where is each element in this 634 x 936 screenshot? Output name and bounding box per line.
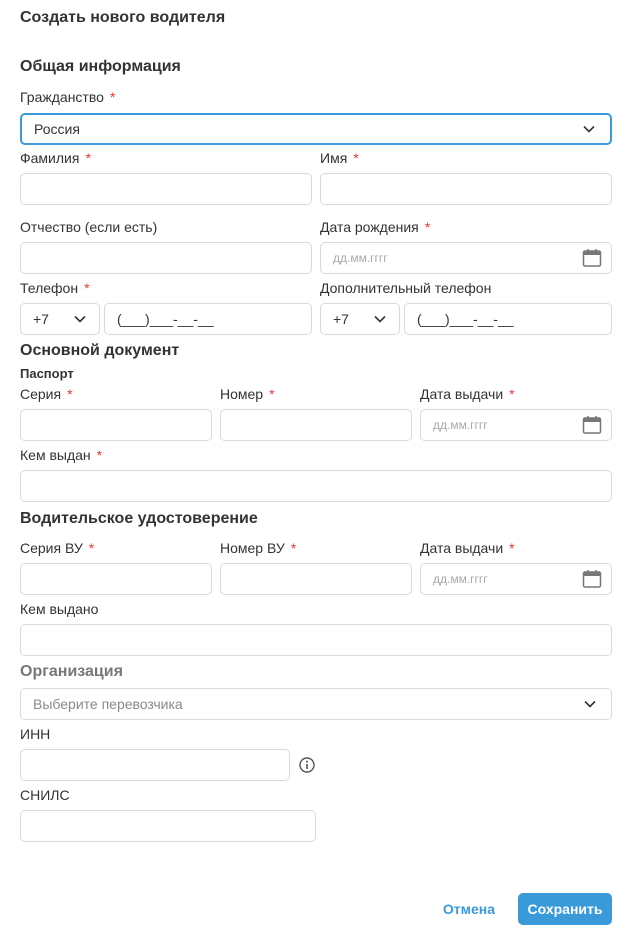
first-name-input[interactable] [320, 173, 612, 205]
license-issued-by-label: Кем выдано [20, 601, 99, 617]
phone-label: Телефон * [20, 280, 90, 296]
passport-series-input[interactable] [20, 409, 212, 441]
phone-code-select[interactable] [20, 303, 100, 335]
middle-name-label: Отчество (если есть) [20, 219, 158, 235]
calendar-icon[interactable] [582, 248, 602, 268]
citizenship-select[interactable] [20, 113, 612, 145]
middle-name-input[interactable] [20, 242, 312, 274]
phone-mask: (___)___-__-__ [117, 311, 214, 327]
cancel-button[interactable]: Отмена [434, 893, 504, 925]
extra-phone-mask: (___)___-__-__ [417, 311, 514, 327]
calendar-icon[interactable] [582, 415, 602, 435]
citizenship-label: Гражданство * [20, 89, 116, 105]
inn-label: ИНН [20, 726, 51, 742]
extra-phone-code-value: +7 [333, 311, 349, 327]
snils-input[interactable] [20, 810, 316, 842]
calendar-icon[interactable] [582, 569, 602, 589]
save-button[interactable]: Сохранить [518, 893, 612, 925]
section-general-heading: Общая информация [20, 58, 181, 75]
passport-number-input[interactable] [220, 409, 412, 441]
phone-code-value: +7 [33, 311, 49, 327]
license-issue-date-placeholder: дд.мм.гггг [433, 572, 488, 586]
page-title: Создать нового водителя [20, 9, 226, 26]
last-name-input[interactable] [20, 173, 312, 205]
passport-issue-date-placeholder: дд.мм.гггг [433, 418, 488, 432]
license-series-label: Серия ВУ * [20, 540, 95, 556]
section-license-heading: Водительское удостоверение [20, 510, 258, 527]
passport-series-label: Серия * [20, 386, 73, 402]
passport-issued-by-input[interactable] [20, 470, 612, 502]
license-issue-date-input[interactable] [420, 563, 612, 595]
extra-phone-label: Дополнительный телефон [320, 280, 492, 296]
section-main-doc-heading: Основной документ [20, 342, 180, 359]
birth-date-label: Дата рождения * [320, 219, 431, 235]
extra-phone-code-select[interactable] [320, 303, 400, 335]
passport-issue-date-label: Дата выдачи * [420, 386, 515, 402]
license-number-input[interactable] [220, 563, 412, 595]
passport-issue-date-input[interactable] [420, 409, 612, 441]
chevron-down-icon [373, 312, 387, 326]
chevron-down-icon [582, 122, 596, 136]
license-issued-by-input[interactable] [20, 624, 612, 656]
chevron-down-icon [583, 697, 597, 711]
phone-input[interactable] [104, 303, 312, 335]
info-icon[interactable] [298, 756, 316, 774]
passport-number-label: Номер * [220, 386, 275, 402]
snils-label: СНИЛС [20, 787, 70, 803]
birth-date-input[interactable] [320, 242, 612, 274]
license-issue-date-label: Дата выдачи * [420, 540, 515, 556]
license-series-input[interactable] [20, 563, 212, 595]
license-number-label: Номер ВУ * [220, 540, 297, 556]
last-name-label: Фамилия * [20, 150, 91, 166]
doc-type-label: Паспорт [20, 366, 74, 381]
birth-date-placeholder: дд.мм.гггг [333, 251, 388, 265]
extra-phone-input[interactable] [404, 303, 612, 335]
chevron-down-icon [73, 312, 87, 326]
passport-issued-by-label: Кем выдан * [20, 447, 103, 463]
inn-input[interactable] [20, 749, 290, 781]
section-organization-heading: Организация [20, 663, 123, 680]
first-name-label: Имя * [320, 150, 359, 166]
carrier-placeholder: Выберите перевозчика [33, 696, 183, 712]
carrier-select[interactable] [20, 688, 612, 720]
citizenship-value: Россия [34, 121, 80, 137]
